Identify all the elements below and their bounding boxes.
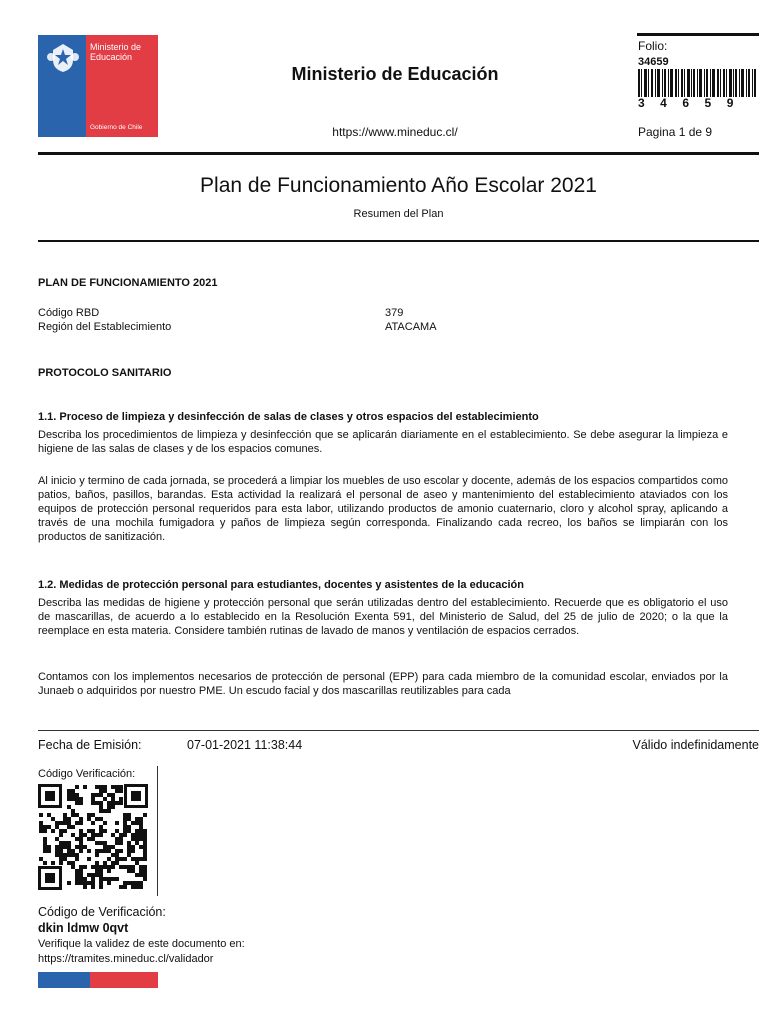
section-1-1-title: 1.1. Proceso de limpieza y desinfección de salas de clases y otros espacios del establecimiento — [38, 411, 539, 423]
barcode-digits: 34659 — [638, 96, 749, 110]
plan-heading: PLAN DE FUNCIONAMIENTO 2021 — [38, 277, 218, 289]
verify-instruction: Verifique la validez de este documento en: — [38, 938, 245, 950]
protocol-heading: PROTOCOLO SANITARIO — [38, 367, 172, 379]
ministry-logo — [38, 35, 158, 137]
section-1-2-prompt: Describa las medidas de higiene y protección personal que serán utilizadas dentro del establecimiento. Recuerde que es obligatorio el uso de mascarillas, de acuerdo a lo establecido en la Resolución Exenta 591, del Ministerio de Salud, del 25 de julio de 2020; o la que la reemplace en esta materia. Considere también rutinas de lavado de manos y ventilación de espacios cerrados. — [38, 597, 728, 637]
folio-number: 34659 — [638, 56, 669, 68]
ministry-title: Ministerio de Educación — [291, 64, 499, 84]
logo-government-text: Gobierno de Chile — [90, 124, 143, 131]
emission-label: Fecha de Emisión: — [38, 738, 142, 752]
section-1-1-prompt: Describa los procedimientos de limpieza y desinfección que se aplicarán diariamente en el establecimiento. Se debe asegurar la limpieza e higiene de las salas de clases y de los espacios comunes. — [38, 429, 728, 455]
ministry-url[interactable]: https://www.mineduc.cl/ — [332, 125, 458, 139]
qr-divider — [157, 766, 158, 896]
footer-divider — [38, 730, 759, 731]
verification-label: Código de Verificación: — [38, 905, 166, 919]
region-label: Región del Establecimiento — [38, 321, 172, 333]
page-indicator: Pagina 1 de 9 — [638, 125, 713, 139]
document-title: Plan de Funcionamiento Año Escolar 2021 — [200, 174, 597, 197]
section-1-1-answer: Al inicio y termino de cada jornada, se procederá a limpiar los muebles de uso escolar y docente, además de los espacios compartidos como patios, baños, pasillos, barandas. Esta actividad la realizará el personal de aseo y mantenimiento del establecimiento ataviados con los equipos de protección personal requeridos para esta labor, utilizando productos de amonio cuaternario, cloro y alcohol spray, aplicando a través de una mochila fumigadora y paños de limpieza según corresponda. Finalizando cada recreo, los baños se limpiarán con los productos de sanitización. — [38, 475, 728, 543]
logo-ministry-text: Ministerio de Educación — [90, 42, 142, 62]
verification-code: dkin ldmw 0qvt — [38, 921, 129, 935]
header-divider — [38, 152, 759, 155]
document-subtitle: Resumen del Plan — [353, 208, 444, 220]
emission-date: 07-01-2021 11:38:44 — [187, 738, 303, 752]
rbd-label: Código RBD — [38, 307, 100, 319]
folio-barcode — [638, 69, 756, 97]
section-1-2-answer: Contamos con los implementos necesarios de protección de personal (EPP) para cada miembro de la comunidad escolar, enviados por la Junaeb o adquiridos por nuestro PME. Un escudo facial y dos mascarillas reutilizables para cada — [38, 671, 728, 697]
folio-rule — [637, 33, 759, 36]
verification-qr-code — [38, 784, 148, 890]
government-color-bar — [38, 972, 158, 988]
section-1-2-title: 1.2. Medidas de protección personal para estudiantes, docentes y asistentes de la educación — [38, 579, 524, 591]
rbd-value: 379 — [385, 307, 404, 319]
folio-label: Folio: — [638, 39, 668, 53]
title-divider — [38, 240, 759, 242]
validity-text: Válido indefinidamente — [632, 738, 759, 752]
qr-label: Código Verificación: — [38, 768, 136, 780]
region-value: ATACAMA — [385, 321, 437, 333]
verify-url[interactable]: https://tramites.mineduc.cl/validador — [38, 953, 214, 965]
chile-coat-of-arms-icon — [46, 41, 80, 75]
